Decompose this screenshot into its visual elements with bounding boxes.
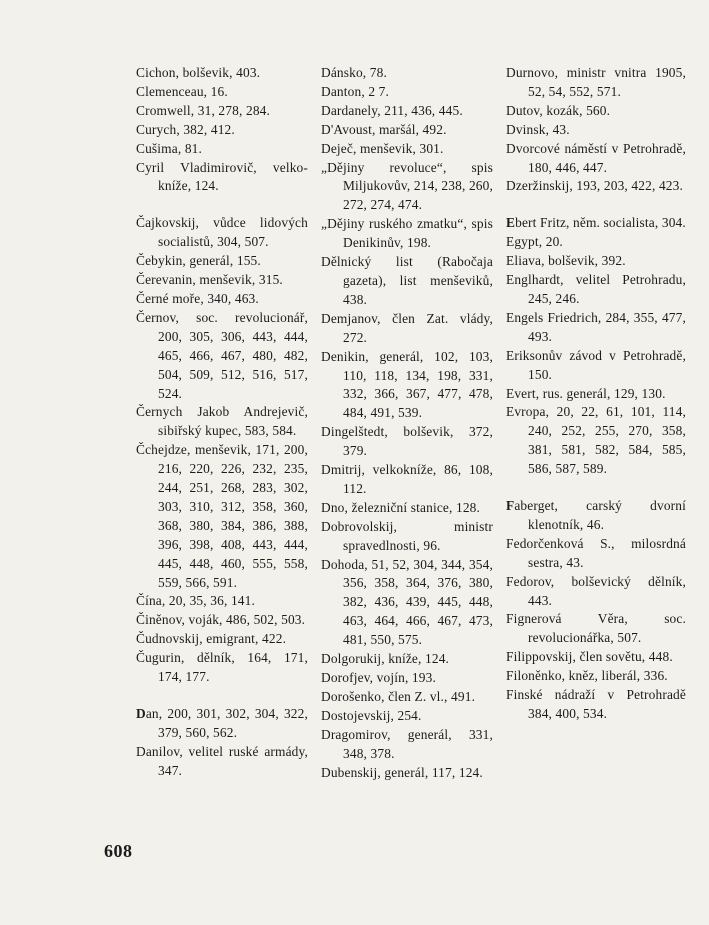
index-entry: Cichon, bolševik, 403. xyxy=(136,65,261,80)
index-entry: Curych, 382, 412. xyxy=(136,121,235,137)
index-entry: Clemenceau, 16. xyxy=(136,83,228,99)
index-entry: Čerevanin, menševik, 315. xyxy=(136,272,283,288)
index-entry: Egypt, 20. xyxy=(506,234,563,250)
index-entry: Čugurin, dělník, 164, 171, 174, 177. xyxy=(136,650,308,685)
index-entry: „Dějiny ruského zmatku“, spis Denikinův, 198. xyxy=(321,216,493,251)
entry-text: aberget, carský dvorní klenotník, 46. xyxy=(514,498,686,532)
index-entry: Eriksonův závod v Petrohradě, 150. xyxy=(506,347,686,382)
index-entry: Dvorcové náměstí v Petrohradě, 180, 446, 447. xyxy=(506,140,686,175)
index-entry: Dorofjev, vojín, 193. xyxy=(321,670,436,685)
index-entry: Činěnov, voják, 486, 502, 503. xyxy=(136,612,306,628)
section-initial: E xyxy=(506,215,516,231)
index-entry: Čchejdze, menševik, 171, 200, 216, 220, 226, 232, 235, 244, 251, 268, 283, 302, 303, 310, 312, 358, 360, 368, 380, 384, 386, 388, 396, 398, 408, 443, 444, 445, 448, 460, 555, 558, 559, 566, 591. xyxy=(136,442,308,590)
index-entry: Durnovo, ministr vnitra 1905, 52, 54, 552, 571. xyxy=(506,65,686,99)
section-initial: D xyxy=(136,706,146,721)
index-entry: Demjanov, člen Zat. vlády, 272. xyxy=(321,310,493,345)
index-entry: „Dějiny revoluce“, spis Miljukovův, 214, 238, 260, 272, 274, 474. xyxy=(321,159,493,213)
index-column-3 xyxy=(506,64,686,724)
index-entry xyxy=(506,497,686,535)
index-entry: Dutov, kozák, 560. xyxy=(506,102,611,118)
index-entry: Filippovskij, člen sovětu, 448. xyxy=(506,649,673,665)
index-entry: Dohoda, 51, 52, 304, 344, 354, 356, 358, 364, 376, 380, 382, 436, 439, 445, 448, 463, 464, 466, 467, 473, 481, 550, 575. xyxy=(321,556,493,648)
index-entry: Dvinsk, 43. xyxy=(506,121,570,137)
index-column-1 xyxy=(136,64,308,781)
index-entry: Cyril Vladimirovič, velko-kníže, 124. xyxy=(136,159,308,194)
index-entry: Dno, železniční stanice, 128. xyxy=(321,499,481,515)
index-entry: Finské nádraží v Petrohradě 384, 400, 534. xyxy=(506,687,686,721)
entry-text: bert Fritz, něm. socialista, 304. xyxy=(515,215,686,231)
index-entry: Čajkovskij, vůdce lidových socialistů, 304, 507. xyxy=(136,215,308,250)
index-entry: Dánsko, 78. xyxy=(321,65,387,80)
index-entry: Cušima, 81. xyxy=(136,140,203,156)
index-entry: Černych Jakob Andrejevič, sibiřský kupec, 583, 584. xyxy=(136,404,308,439)
index-entry: Filoněnko, kněz, liberál, 336. xyxy=(506,668,668,684)
index-entry: Englhardt, velitel Petrohradu, 245, 246. xyxy=(506,272,686,306)
index-entry: Engels Friedrich, 284, 355, 477, 493. xyxy=(506,309,686,344)
index-entry: Danton, 2 7. xyxy=(321,83,390,99)
index-entry: Cromwell, 31, 278, 284. xyxy=(136,102,271,118)
index-entry: Danilov, velitel ruské armády, 347. xyxy=(136,743,308,778)
index-entry: Dubenskij, generál, 117, 124. xyxy=(321,764,483,780)
index-entry: Dobrovolskij, ministr spravedlnosti, 96. xyxy=(321,518,493,553)
index-entry: Denikin, generál, 102, 103, 110, 118, 134, 198, 331, 332, 366, 367, 477, 478, 484, 491, 539. xyxy=(321,348,493,421)
index-entry: Deječ, menševik, 301. xyxy=(321,140,444,156)
index-entry: Dingelštedt, bolševik, 372, 379. xyxy=(321,424,493,459)
page-number: 608 xyxy=(104,841,133,861)
index-entry: Fedorčenková S., milosrdná sestra, 43. xyxy=(506,535,686,570)
index-entry: Dělnický list (Rabočaja gazeta), list menševiků, 438. xyxy=(321,254,493,307)
index-entry: Dolgorukij, kníže, 124. xyxy=(321,651,450,667)
index-entry: Čebykin, generál, 155. xyxy=(136,253,261,269)
entry-text: an, 200, 301, 302, 304, 322, 379, 560, 562. xyxy=(145,706,308,740)
index-entry: Evropa, 20, 22, 61, 101, 114, 240, 252, 255, 270, 358, 381, 581, 582, 584, 585, 586, 587, 589. xyxy=(506,404,686,477)
index-entry: Dardanely, 211, 436, 445. xyxy=(321,102,463,118)
index-entry: Černé moře, 340, 463. xyxy=(136,290,259,306)
index-entry: Dzeržinskij, 193, 203, 422, 423. xyxy=(506,178,683,194)
index-entry: Čudnovskij, emigrant, 422. xyxy=(136,631,287,647)
index-column-2 xyxy=(321,64,493,782)
index-entry xyxy=(136,705,308,743)
index-entry: Evert, rus. generál, 129, 130. xyxy=(506,385,666,401)
index-entry: Fedorov, bolševický dělník, 443. xyxy=(506,573,686,608)
index-entry: D'Avoust, maršál, 492. xyxy=(321,121,447,137)
index-entry: Fignerová Věra, soc. revolucionářka, 507. xyxy=(506,611,686,646)
index-entry: Eliava, bolševik, 392. xyxy=(506,253,626,269)
index-entry: Čína, 20, 35, 36, 141. xyxy=(136,593,255,609)
index-entry: Dragomirov, generál, 331, 348, 378. xyxy=(321,726,493,761)
index-entry: Dostojevskij, 254. xyxy=(321,707,422,723)
index-entry: Dmitrij, velkokníže, 86, 108, 112. xyxy=(321,462,493,496)
index-entry: Dorošenko, člen Z. vl., 491. xyxy=(321,688,476,704)
index-entry: Černov, soc. revolucionář, 200, 305, 306, 443, 444, 465, 466, 467, 480, 482, 504, 509, 512, 516, 517, 524. xyxy=(136,309,308,401)
section-initial: F xyxy=(506,498,515,514)
index-entry xyxy=(506,214,686,233)
